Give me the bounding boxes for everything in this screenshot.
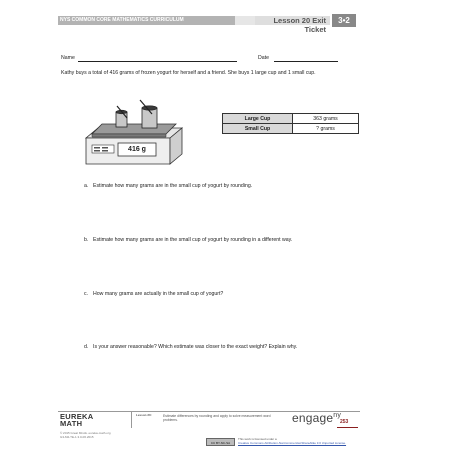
footer-vertical-divider bbox=[131, 411, 132, 428]
kitchen-scale-illustration bbox=[80, 94, 190, 166]
page-number-underline bbox=[337, 427, 358, 428]
question-d-letter: d. bbox=[84, 344, 89, 350]
engage-text: engage bbox=[292, 411, 334, 425]
question-c-text: How many grams are actually in the small cup of yogurt? bbox=[93, 291, 224, 297]
grade-module-badge: 3•2 bbox=[332, 14, 356, 27]
small-cup-value: ? grams bbox=[293, 124, 359, 134]
engageny-logo bbox=[292, 411, 341, 425]
curriculum-banner: NYS COMMON CORE MATHEMATICS CURRICULUM bbox=[58, 16, 235, 25]
large-cup-label: Large Cup bbox=[223, 114, 293, 124]
question-d-text: Is your answer reasonable? Which estimate was closer to the exact weight? Explain why. bbox=[93, 344, 298, 350]
question-b-text: Estimate how many grams are in the small cup of yogurt by rounding in a different way. bbox=[93, 237, 293, 243]
eureka-math-logo bbox=[60, 413, 93, 427]
logo-line-2: MATH bbox=[60, 419, 83, 428]
table-row bbox=[223, 124, 359, 134]
name-label: Name bbox=[61, 55, 75, 61]
question-a-text: Estimate how many grams are in the small cup of yogurt by rounding. bbox=[93, 183, 253, 189]
lesson-title: Lesson 20 Exit Ticket bbox=[255, 16, 330, 25]
page-number: 253 bbox=[340, 419, 349, 425]
engage-sup: ny bbox=[333, 412, 342, 419]
question-c-letter: c. bbox=[84, 291, 89, 297]
large-cup-icon bbox=[140, 100, 157, 128]
creative-commons-badge[interactable]: CC BY-NC-SA bbox=[206, 438, 235, 446]
date-label: Date bbox=[258, 55, 269, 61]
small-cup-icon bbox=[116, 106, 127, 127]
copyright-line-1: © 2015 Great Minds. eureka-math.org bbox=[60, 431, 111, 435]
large-cup-value: 363 grams bbox=[293, 114, 359, 124]
license-line-1: This work is licensed under a bbox=[238, 437, 277, 441]
cup-weights-table bbox=[222, 113, 359, 134]
copyright-line-2: G3-M2-TE-1.3.0-06.2015 bbox=[60, 435, 94, 439]
lesson-reference: Lesson 20: bbox=[136, 413, 152, 417]
question-b-letter: b. bbox=[84, 237, 89, 243]
name-field[interactable] bbox=[78, 61, 237, 62]
small-cup-label: Small Cup bbox=[223, 124, 293, 134]
license-link[interactable]: Creative Commons Attribution-NonCommercial-ShareAlike 3.0 Unported License. bbox=[238, 441, 347, 445]
table-row bbox=[223, 114, 359, 124]
logo-line-1: EUREKA bbox=[60, 412, 94, 421]
lesson-description: Estimate differences by rounding and apply to solve measurement word problems. bbox=[163, 414, 271, 423]
date-field[interactable] bbox=[274, 61, 338, 62]
header-spacer bbox=[235, 16, 255, 25]
question-a-letter: a. bbox=[84, 183, 89, 189]
problem-statement: Kathy buys a total of 416 grams of frozen yogurt for herself and a friend. She buys 1 large cup and 1 small cup. bbox=[61, 70, 316, 76]
scale-display: 416 g bbox=[128, 146, 146, 153]
